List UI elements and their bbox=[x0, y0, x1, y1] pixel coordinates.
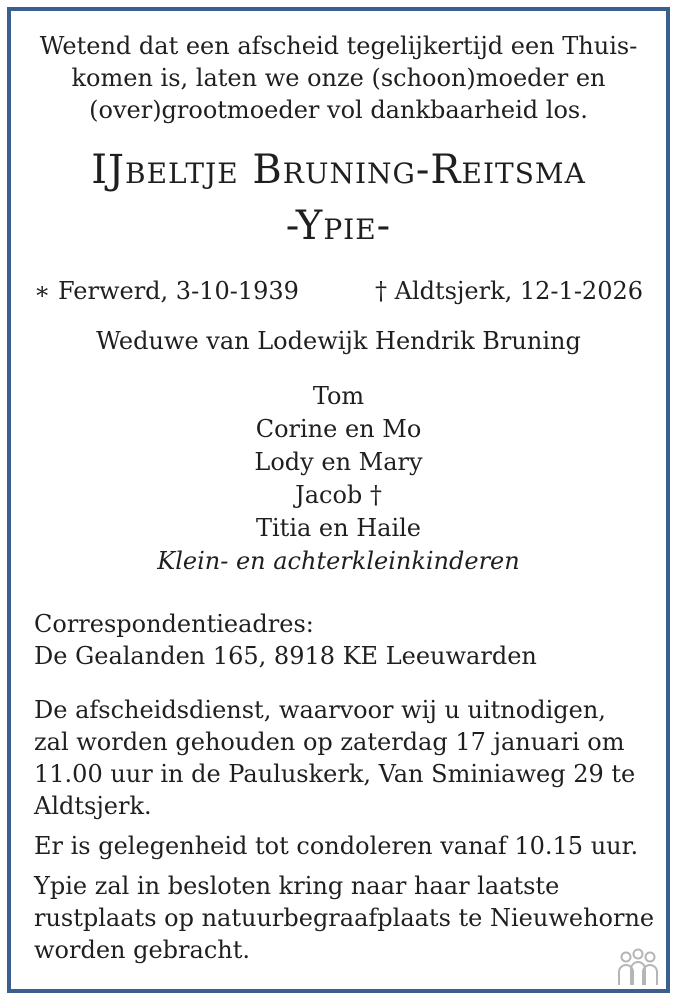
family-member: Titia en Haile bbox=[255, 514, 422, 542]
burial-line: Ypie zal in besloten kring naar haar laatste bbox=[34, 872, 560, 900]
family-people-icon bbox=[613, 948, 663, 988]
intro-line: komen is, laten we onze (schoon)moeder en bbox=[71, 64, 606, 92]
service-line: zal worden gehouden op zaterdag 17 januari om bbox=[34, 728, 625, 756]
family-member: Lody en Mary bbox=[254, 448, 423, 476]
service-info bbox=[34, 694, 643, 822]
correspondence-label: Correspondentieadres: bbox=[34, 610, 314, 638]
burial-info bbox=[34, 870, 655, 966]
life-dates bbox=[34, 276, 643, 306]
intro-line: Wetend dat een afscheid tegelijkertijd een Thuis- bbox=[39, 32, 638, 60]
service-line: 11.00 uur in de Pauluskerk, Van Sminiaweg 29 te bbox=[34, 760, 636, 788]
service-line: De afscheidsdienst, waarvoor wij u uitnodigen, bbox=[34, 696, 606, 724]
burial-line: rustplaats op natuurbegraafplaats te Nieuwehorne bbox=[34, 904, 655, 932]
intro-line: (over)grootmoeder vol dankbaarheid los. bbox=[89, 96, 588, 124]
full-name: IJbeltje Bruning-Reitsma bbox=[91, 147, 586, 193]
grandchildren-line: Klein- en achterkleinkinderen bbox=[157, 547, 520, 575]
family-member: Jacob † bbox=[295, 481, 382, 509]
burial-line: worden gebracht. bbox=[34, 936, 250, 964]
deceased-name bbox=[34, 142, 643, 254]
nickname: -Ypie- bbox=[285, 203, 392, 249]
correspondence-value: De Gealanden 165, 8918 KE Leeuwarden bbox=[34, 642, 537, 670]
condolence-info bbox=[34, 830, 643, 862]
family-member: Tom bbox=[312, 382, 365, 410]
family-list bbox=[34, 380, 643, 578]
condolence-line: Er is gelegenheid tot condoleren vanaf 10.15 uur. bbox=[34, 832, 639, 860]
widow-line: Weduwe van Lodewijk Hendrik Bruning bbox=[96, 327, 581, 355]
service-line: Aldtsjerk. bbox=[34, 792, 152, 820]
death-date: † Aldtsjerk, 12-1-2026 bbox=[375, 277, 643, 305]
announcement-content bbox=[34, 30, 655, 966]
intro-text bbox=[34, 30, 643, 126]
correspondence-address bbox=[34, 608, 643, 672]
birth-date: ∗ Ferwerd, 3-10-1939 bbox=[34, 277, 299, 305]
family-member: Corine en Mo bbox=[255, 415, 422, 443]
